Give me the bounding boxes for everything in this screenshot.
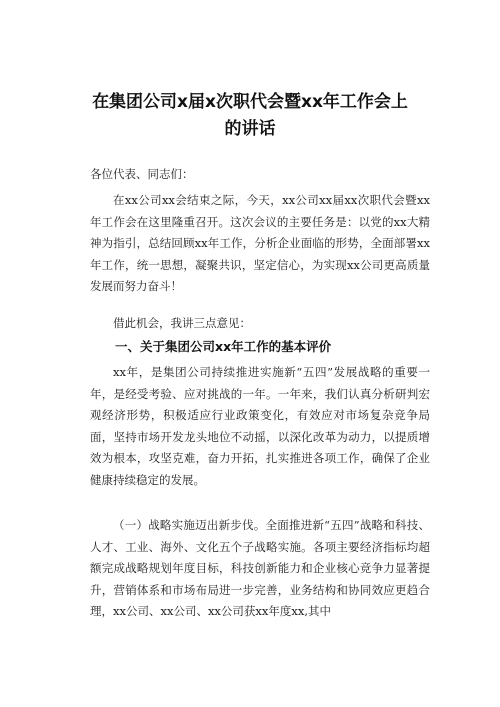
transition-paragraph: 借此机会，我讲三点意见： (113, 316, 251, 330)
strategy-paragraph: （一）战略实施迈出新步伐。全面推进新“五四”战略和科技、人才、工业、海外、文化五个子战略实施。各项主要经济指标均超额完成战略规划年度目标，科技创新能力和企业核心竞争力显著提升，营销体系和市场布局进一步完善，业务结构和协同效应更趋合理，xx公司、xx公司、xx公司获xx年度xx,其中 (90, 518, 430, 618)
document-title-line-1: 在集团公司x届x次职代会暨xx年工作会上 (92, 92, 408, 112)
greeting: 各位代表、同志们： (90, 167, 194, 181)
document-title-line-2: 的讲话 (224, 119, 276, 139)
evaluation-paragraph: xx年，是集团公司持续推进实施新“五四”发展战略的重要一年，是经受考验、应对挑战的一年。一年来，我们认真分析研判宏观经济形势，积极适应行业政策变化，有效应对市场复杂竞争局面，坚持市场开发龙头地位不动摇，以深化改革为动力，以提质增效为根本，攻坚克难，奋力开拓，扎实推进各项工作，确保了企业健康持续稳定的发展。 (90, 365, 430, 487)
opening-paragraph: 在xx公司xx会结束之际，今天，xx公司xx届xx次职代会暨xx年工作会在这里隆重召开。这次会议的主要任务是：以党的xx大精神为指引，总结回顾xx年工作，分析企业面临的形势，全面部署xx年工作，统一思想，凝聚共识，坚定信心，为实现xx公司更高质量发展而努力奋斗！ (90, 193, 430, 293)
section-1-heading: 一、关于集团公司xx年工作的基本评价 (115, 339, 332, 354)
